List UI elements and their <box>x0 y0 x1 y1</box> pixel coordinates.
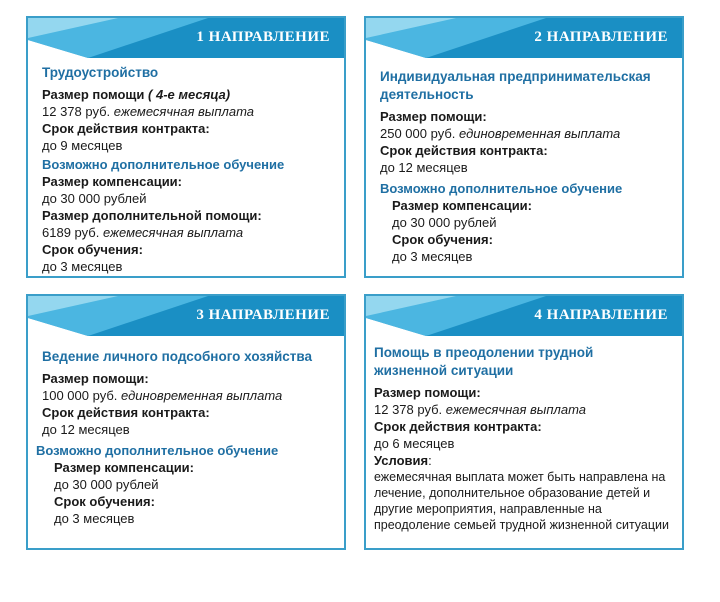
study-label: Срок обучения: <box>42 242 143 257</box>
card-title: 2 НАПРАВЛЕНИЕ <box>534 29 668 45</box>
aid-label-line <box>42 86 336 103</box>
conditions-text: ежемесячная выплата может быть направлена на лечение, дополнительное образование детей и другие мероприятия, направленные на преодоление семьей трудной жизненной ситуации <box>374 470 669 532</box>
card-header <box>28 296 344 336</box>
training-label: Возможно дополнительное обучение <box>36 443 279 458</box>
contract-value: до 12 месяцев <box>380 160 468 175</box>
aid-value <box>42 387 336 404</box>
card-header <box>366 296 682 336</box>
extra-aid-value <box>42 224 336 241</box>
card-body <box>36 348 336 527</box>
compensation-value: до 30 000 рублей <box>392 215 497 230</box>
aid-label-paren: ( 4-е месяца) <box>148 87 231 102</box>
aid-amount: 12 378 руб. <box>42 104 111 119</box>
aid-value <box>380 125 674 142</box>
study-value: до 3 месяцев <box>392 249 473 264</box>
conditions-colon: : <box>428 453 432 468</box>
card-subtitle: Помощь в преодолении трудной жизненной ситуации <box>374 345 594 378</box>
card-body <box>380 68 674 265</box>
card-direction-4 <box>364 294 684 550</box>
aid-label: Размер помощи <box>42 87 145 102</box>
aid-value <box>374 401 674 418</box>
card-direction-2 <box>364 16 684 278</box>
aid-label: Размер помощи: <box>374 385 481 400</box>
extra-aid-label: Размер дополнительной помощи: <box>42 208 262 223</box>
study-label: Срок обучения: <box>392 232 493 247</box>
aid-label: Размер помощи: <box>380 109 487 124</box>
card-subtitle: Ведение личного подсобного хозяйства <box>42 349 313 364</box>
card-body <box>374 344 674 533</box>
card-header <box>28 18 344 58</box>
study-value: до 3 месяцев <box>54 511 135 526</box>
compensation-value: до 30 000 рублей <box>42 191 147 206</box>
study-label: Срок обучения: <box>54 494 155 509</box>
aid-amount: 250 000 руб. <box>380 126 456 141</box>
aid-amount: 12 378 руб. <box>374 402 443 417</box>
aid-type: единовременная выплата <box>459 126 621 141</box>
contract-value: до 12 месяцев <box>42 422 130 437</box>
card-subtitle: Трудоустройство <box>42 65 159 80</box>
contract-value: до 6 месяцев <box>374 436 455 451</box>
card-direction-3 <box>26 294 346 550</box>
contract-label: Срок действия контракта: <box>42 121 210 136</box>
aid-type: ежемесячная выплата <box>113 104 254 119</box>
extra-aid-type: ежемесячная выплата <box>102 225 244 240</box>
card-subtitle: Индивидуальная предпринимательская деятельность <box>380 69 651 102</box>
contract-label: Срок действия контракта: <box>374 419 542 434</box>
study-value: до 3 месяцев <box>42 259 123 274</box>
training-label: Возможно дополнительное обучение <box>380 181 623 196</box>
compensation-label: Размер компенсации: <box>42 174 183 189</box>
extra-aid-amount: 6189 руб. <box>42 225 100 240</box>
card-header <box>366 18 682 58</box>
contract-label: Срок действия контракта: <box>380 143 548 158</box>
compensation-value: до 30 000 рублей <box>54 477 159 492</box>
aid-amount: 100 000 руб. <box>42 388 118 403</box>
conditions-label: Условия <box>374 453 429 468</box>
card-body <box>42 64 336 275</box>
contract-label: Срок действия контракта: <box>42 405 210 420</box>
card-title: 1 НАПРАВЛЕНИЕ <box>196 29 330 45</box>
aid-label: Размер помощи: <box>42 371 149 386</box>
aid-type: единовременная выплата <box>121 388 283 403</box>
compensation-label: Размер компенсации: <box>54 460 195 475</box>
aid-value <box>42 103 336 120</box>
conditions-label-line <box>374 452 674 469</box>
compensation-label: Размер компенсации: <box>392 198 533 213</box>
card-title: 4 НАПРАВЛЕНИЕ <box>534 307 668 323</box>
card-title: 3 НАПРАВЛЕНИЕ <box>196 307 330 323</box>
aid-type: ежемесячная выплата <box>445 402 586 417</box>
training-label: Возможно дополнительное обучение <box>42 157 285 172</box>
card-direction-1 <box>26 16 346 278</box>
contract-value: до 9 месяцев <box>42 138 123 153</box>
